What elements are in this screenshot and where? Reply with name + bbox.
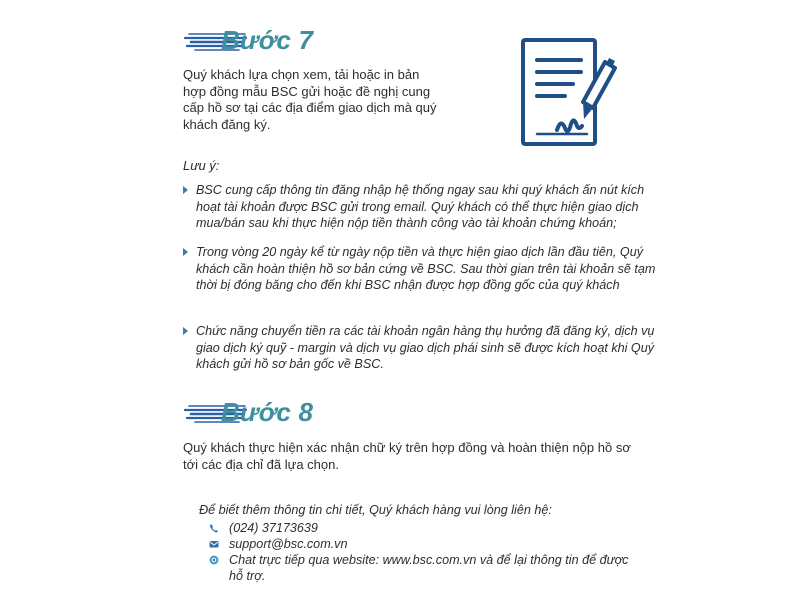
step-8-heading bbox=[183, 399, 383, 429]
note-item bbox=[183, 323, 663, 373]
email-icon bbox=[209, 539, 219, 549]
contact-email-text[interactable]: support@bsc.com.vn bbox=[229, 537, 348, 551]
contact-email bbox=[209, 536, 649, 552]
note-item bbox=[183, 244, 663, 294]
note-text: Chức năng chuyển tiền ra các tài khoản ngân hàng thụ hưởng đã đăng ký, dịch vụ giao dịch ký quỹ - margin và dịch vụ giao dịch phái sinh sẽ được kích hoạt khi Quý khách gửi hồ sơ bản gốc về BSC. bbox=[196, 324, 655, 372]
bullet-triangle-icon bbox=[183, 327, 188, 335]
globe-icon bbox=[209, 555, 219, 565]
bullet-triangle-icon bbox=[183, 186, 188, 194]
signed-contract-icon bbox=[517, 36, 617, 148]
note-text: BSC cung cấp thông tin đăng nhập hệ thống ngay sau khi quý khách ấn nút kích hoạt tài khoản được BSC gửi trong email. Quý khách có thể thực hiện giao dịch mua/bán sau khi thực hiện nộp tiền thành công vào tài khoản chứng khoán; bbox=[196, 183, 645, 231]
contact-intro: Để biết thêm thông tin chi tiết, Quý khách hàng vui lòng liên hệ: bbox=[199, 503, 552, 517]
step-7-paragraph: Quý khách lựa chọn xem, tải hoặc in bản hợp đồng mẫu BSC gửi hoặc đề nghị cung cấp hồ sơ tại các địa điểm giao dịch mà quý khách đăng ký. bbox=[183, 67, 437, 132]
contact-phone-text: (024) 37173639 bbox=[229, 521, 318, 535]
bullet-triangle-icon bbox=[183, 248, 188, 256]
notes-title: Lưu ý: bbox=[183, 158, 220, 173]
step-7-heading bbox=[183, 27, 383, 57]
contact-phone bbox=[209, 520, 649, 536]
contact-chat-text: Chat trực tiếp qua website: www.bsc.com.vn và để lại thông tin để được hỗ trợ. bbox=[229, 553, 629, 584]
step-7-title: Bước 7 bbox=[221, 25, 314, 55]
step-8-title: Bước 8 bbox=[221, 397, 314, 427]
step-8-paragraph: Quý khách thực hiện xác nhận chữ ký trên hợp đồng và hoàn thiện nộp hồ sơ tới các địa chỉ đã lựa chọn. bbox=[183, 440, 631, 472]
note-text: Trong vòng 20 ngày kể từ ngày nộp tiền và thực hiện giao dịch lần đầu tiên, Quý khách cần hoàn thiện hồ sơ bản cứng về BSC. Sau thời gian trên tài khoản sẽ tạm thời bị đóng băng cho đến khi BSC nhận được hợp đồng gốc của quý khách bbox=[196, 245, 656, 293]
contact-chat bbox=[209, 552, 649, 585]
phone-icon bbox=[209, 523, 219, 533]
note-item bbox=[183, 182, 663, 232]
